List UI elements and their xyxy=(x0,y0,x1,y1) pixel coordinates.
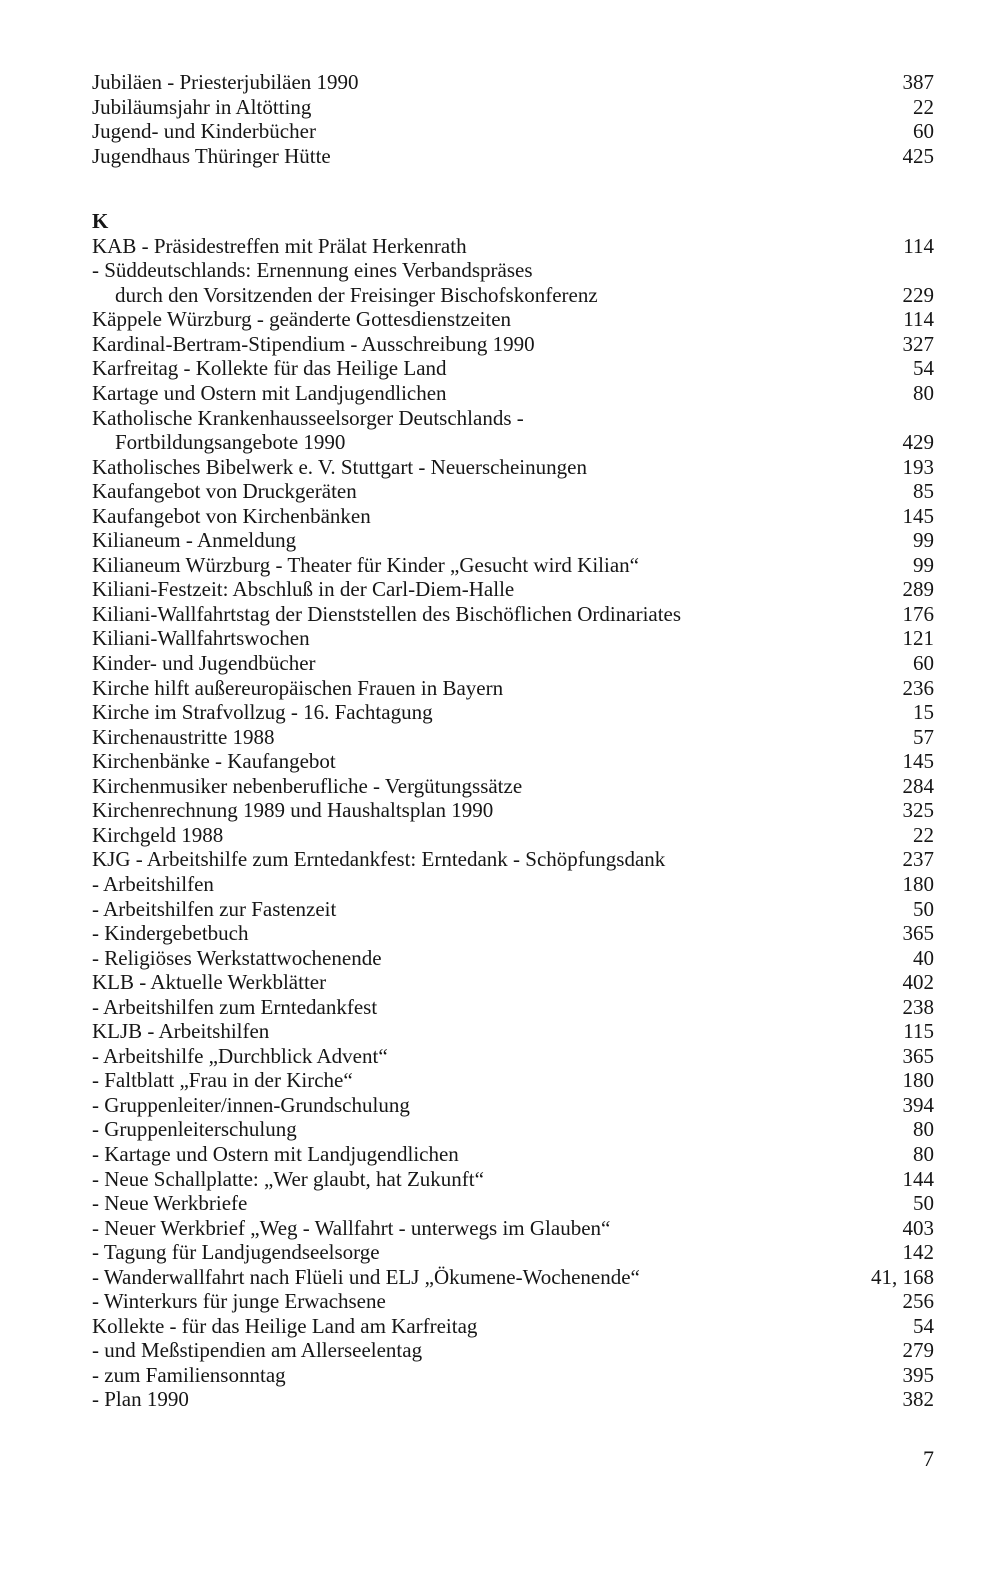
index-entry xyxy=(92,1387,934,1412)
entry-text: Katholische Krankenhausseelsorger Deutschlands - xyxy=(92,405,524,430)
entry-text: Kaufangebot von Kirchenbänken xyxy=(92,503,371,528)
index-entry xyxy=(92,1289,934,1314)
entry-text: Jubiläen - Priesterjubiläen 1990 xyxy=(92,70,359,94)
entry-text: - Faltblatt „Frau in der Kirche“ xyxy=(92,1068,353,1093)
entry-text: - Gruppenleiterschulung xyxy=(92,1117,297,1142)
index-page xyxy=(92,70,934,1412)
entry-page: 229 xyxy=(902,282,934,307)
entry-page: 387 xyxy=(902,70,934,94)
entry-page: 193 xyxy=(902,454,934,479)
entry-page: 85 xyxy=(913,479,934,504)
entry-page: 40 xyxy=(913,945,934,970)
entry-page: 50 xyxy=(913,1191,934,1216)
index-entry xyxy=(92,455,934,480)
entry-page: 325 xyxy=(902,798,934,823)
entry-text: Kirchenbänke - Kaufangebot xyxy=(92,749,336,774)
index-entry xyxy=(92,725,934,750)
entry-text: Kiliani-Wallfahrtstag der Dienststellen des Bischöflichen Ordinariates xyxy=(92,601,682,626)
index-entry xyxy=(92,283,934,308)
entry-text: KAB - Präsidestreffen mit Prälat Herkenrath xyxy=(92,233,467,258)
index-entry xyxy=(92,430,934,455)
entry-page: 365 xyxy=(902,921,934,946)
index-entry xyxy=(92,1167,934,1192)
entry-page: 121 xyxy=(902,626,934,651)
entry-page: 15 xyxy=(913,700,934,725)
entry-text: - Arbeitshilfen zum Erntedankfest xyxy=(92,994,378,1019)
entry-text: - Arbeitshilfen zur Fastenzeit xyxy=(92,896,337,921)
index-entry xyxy=(92,1338,934,1363)
entry-text: KJG - Arbeitshilfe zum Erntedankfest: Erntedank - Schöpfungsdank xyxy=(92,847,666,872)
entry-page: 180 xyxy=(902,871,934,896)
entry-text: Kirche hilft außereuropäischen Frauen in Bayern xyxy=(92,675,504,700)
index-entry xyxy=(92,1363,934,1388)
index-entry xyxy=(92,119,934,144)
entry-page: 114 xyxy=(903,307,934,332)
entry-text: Kiliani-Wallfahrtswochen xyxy=(92,626,310,651)
index-entry xyxy=(92,144,934,169)
entry-text: - Neue Werkbriefe xyxy=(92,1191,248,1216)
index-entry xyxy=(92,749,934,774)
section-letter: K xyxy=(92,209,109,234)
entry-text: - und Meßstipendien am Allerseelentag xyxy=(92,1338,423,1363)
index-entry xyxy=(92,602,934,627)
index-entry xyxy=(92,1019,934,1044)
entry-text: Käppele Würzburg - geänderte Gottesdienstzeiten xyxy=(92,307,512,332)
index-entry xyxy=(92,258,934,283)
entry-text: Katholisches Bibelwerk e. V. Stuttgart - Neuerscheinungen xyxy=(92,454,587,479)
entry-page: 22 xyxy=(913,822,934,847)
entry-page: 289 xyxy=(902,577,934,602)
entry-text: - Winterkurs für junge Erwachsene xyxy=(92,1289,386,1314)
index-entry xyxy=(92,995,934,1020)
entry-text: Karfreitag - Kollekte für das Heilige Land xyxy=(92,356,447,381)
entry-page: 180 xyxy=(902,1068,934,1093)
entry-page: 327 xyxy=(902,331,934,356)
entry-text: - Neue Schallplatte: „Wer glaubt, hat Zukunft“ xyxy=(92,1166,484,1191)
entry-page: 60 xyxy=(913,651,934,676)
index-entry xyxy=(92,479,934,504)
entry-page: 402 xyxy=(902,970,934,995)
entry-page: 394 xyxy=(902,1092,934,1117)
entry-text: - Religiöses Werkstattwochenende xyxy=(92,945,382,970)
entry-page: 22 xyxy=(913,94,934,119)
entry-page: 54 xyxy=(913,1313,934,1338)
entry-page: 256 xyxy=(902,1289,934,1314)
page-number: 7 xyxy=(923,1446,934,1471)
entry-text: Kirchenaustritte 1988 xyxy=(92,724,275,749)
entry-text: Kardinal-Bertram-Stipendium - Ausschreibung 1990 xyxy=(92,331,535,356)
entry-text: - Arbeitshilfen xyxy=(92,871,214,896)
index-entry xyxy=(92,798,934,823)
index-entry xyxy=(92,356,934,381)
index-entry xyxy=(92,553,934,578)
index-entry xyxy=(92,234,934,259)
entry-text: KLB - Aktuelle Werkblätter xyxy=(92,970,327,995)
entry-text: Kirchenmusiker nebenberufliche - Vergütungssätze xyxy=(92,773,523,798)
entry-text: - Süddeutschlands: Ernennung eines Verbandspräses xyxy=(92,258,533,283)
index-entry xyxy=(92,651,934,676)
entry-text: Jugendhaus Thüringer Hütte xyxy=(92,143,331,168)
index-entry xyxy=(92,70,934,95)
entry-text: Fortbildungsangebote 1990 xyxy=(115,430,346,455)
index-entry xyxy=(92,676,934,701)
index-entry xyxy=(92,504,934,529)
entry-page: 99 xyxy=(913,528,934,553)
index-entry xyxy=(92,1265,934,1290)
entry-text: Kilianeum - Anmeldung xyxy=(92,528,297,553)
entry-page: 365 xyxy=(902,1043,934,1068)
entry-page: 60 xyxy=(913,119,934,144)
entry-page: 237 xyxy=(902,847,934,872)
entry-text: durch den Vorsitzenden der Freisinger Bischofskonferenz xyxy=(115,282,598,307)
index-entry xyxy=(92,1240,934,1265)
entry-page: 145 xyxy=(902,503,934,528)
index-entry xyxy=(92,946,934,971)
entry-page: 50 xyxy=(913,896,934,921)
index-entry xyxy=(92,1191,934,1216)
entry-text: - Plan 1990 xyxy=(92,1387,189,1412)
entry-text: Jubiläumsjahr in Altötting xyxy=(92,94,312,119)
entry-text: - Tagung für Landjugendseelsorge xyxy=(92,1240,380,1265)
entry-text: Kirche im Strafvollzug - 16. Fachtagung xyxy=(92,700,433,725)
entry-page: 80 xyxy=(913,1117,934,1142)
index-entry xyxy=(92,332,934,357)
entry-text: - Arbeitshilfe „Durchblick Advent“ xyxy=(92,1043,388,1068)
entry-page: 145 xyxy=(902,749,934,774)
index-entry xyxy=(92,95,934,120)
index-entry xyxy=(92,970,934,995)
entry-page: 236 xyxy=(902,675,934,700)
entry-page: 395 xyxy=(902,1362,934,1387)
section-gap xyxy=(92,168,934,209)
entry-page: 238 xyxy=(902,994,934,1019)
entry-page: 80 xyxy=(913,1141,934,1166)
entry-page: 114 xyxy=(903,233,934,258)
entry-text: Kollekte - für das Heilige Land am Karfreitag xyxy=(92,1313,478,1338)
entry-page: 176 xyxy=(902,601,934,626)
index-entry xyxy=(92,1314,934,1339)
index-entry xyxy=(92,1044,934,1069)
index-entry xyxy=(92,774,934,799)
index-entry xyxy=(92,823,934,848)
entry-page: 115 xyxy=(903,1019,934,1044)
entry-text: Kinder- und Jugendbücher xyxy=(92,651,316,676)
entry-page: 142 xyxy=(902,1240,934,1265)
entry-text: - Wanderwallfahrt nach Flüeli und ELJ „Ökumene-Wochenende“ xyxy=(92,1264,640,1289)
index-entry xyxy=(92,1216,934,1241)
index-entry xyxy=(92,1068,934,1093)
entry-text: - Gruppenleiter/innen-Grundschulung xyxy=(92,1092,410,1117)
entry-page: 425 xyxy=(902,143,934,168)
index-entry xyxy=(92,626,934,651)
entry-page: 429 xyxy=(902,430,934,455)
entry-text: Jugend- und Kinderbücher xyxy=(92,119,316,144)
entry-text: - zum Familiensonntag xyxy=(92,1362,286,1387)
index-entry xyxy=(92,307,934,332)
index-entry xyxy=(92,921,934,946)
entry-text: - Kindergebetbuch xyxy=(92,921,249,946)
entry-text: KLJB - Arbeitshilfen xyxy=(92,1019,270,1044)
entry-text: Kirchgeld 1988 xyxy=(92,822,224,847)
entry-page: 403 xyxy=(902,1215,934,1240)
entry-page: 99 xyxy=(913,552,934,577)
index-entry xyxy=(92,897,934,922)
entry-text: - Kartage und Ostern mit Landjugendlichen xyxy=(92,1141,459,1166)
index-entry xyxy=(92,381,934,406)
index-entry xyxy=(92,847,934,872)
index-entry xyxy=(92,700,934,725)
entry-page: 80 xyxy=(913,381,934,406)
entry-page: 382 xyxy=(902,1387,934,1412)
entry-page: 41, 168 xyxy=(871,1264,934,1289)
entry-text: Kirchenrechnung 1989 und Haushaltsplan 1990 xyxy=(92,798,494,823)
index-entry xyxy=(92,1093,934,1118)
entry-page: 279 xyxy=(902,1338,934,1363)
index-entry xyxy=(92,406,934,431)
entry-page: 54 xyxy=(913,356,934,381)
entry-text: Kiliani-Festzeit: Abschluß in der Carl-Diem-Halle xyxy=(92,577,515,602)
entry-text: Kaufangebot von Druckgeräten xyxy=(92,479,357,504)
entry-page: 57 xyxy=(913,724,934,749)
index-entry xyxy=(92,1117,934,1142)
index-entry xyxy=(92,872,934,897)
entry-page: 144 xyxy=(902,1166,934,1191)
entry-page: 284 xyxy=(902,773,934,798)
entry-text: Kilianeum Würzburg - Theater für Kinder „Gesucht wird Kilian“ xyxy=(92,552,639,577)
entry-text: - Neuer Werkbrief „Weg - Wallfahrt - unterwegs im Glauben“ xyxy=(92,1215,611,1240)
index-entry xyxy=(92,577,934,602)
entry-text: Kartage und Ostern mit Landjugendlichen xyxy=(92,381,447,406)
index-entry xyxy=(92,528,934,553)
index-entry xyxy=(92,1142,934,1167)
